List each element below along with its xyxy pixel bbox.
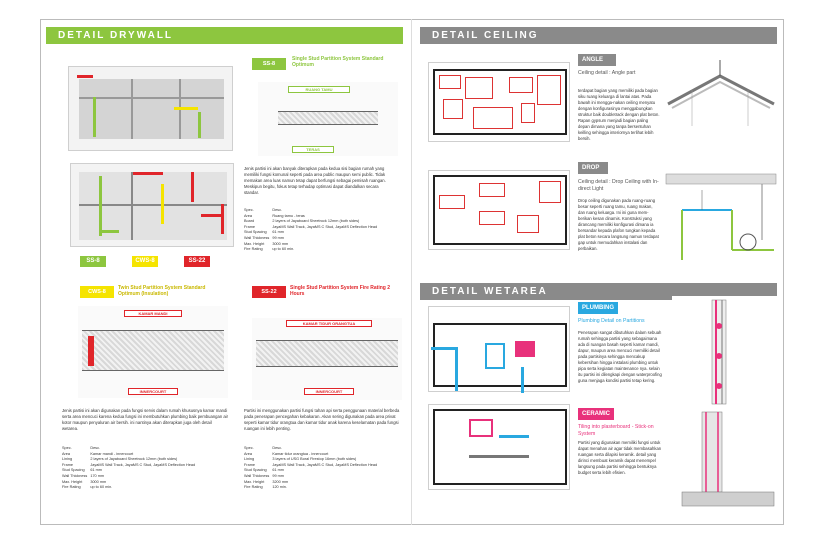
plumbing-section-svg — [672, 296, 780, 406]
ss22-title: Single Stud Partition System Fire Rating 2 Hours — [290, 285, 391, 297]
ss8-label-bottom: TERAS — [292, 146, 334, 153]
drywall-floor-plan-2 — [70, 163, 234, 247]
ss22-spec-table: Spec. Desc. Area Kamar tidur orangtua - innercourt Lining 3 layers of USG Boral Firestop 16mm (both sides) Frame JayaMS Wall Track, JayaMS C Stud, JayaMS Deflection Head Stud Spacing 61 mm Wall Thickness 99 mm Max. Height 3200 mm Fire Rating 120 min. — [244, 446, 378, 490]
cws8-section-drawing — [78, 306, 228, 398]
angle-roof-svg — [662, 56, 780, 136]
ss8-section-drawing — [258, 82, 398, 156]
cws8-label-top: KAMAR MANDI — [124, 310, 182, 317]
ss22-label-bottom: INNERCOURT — [304, 388, 354, 395]
ss8-label-top: RUANG TAMU — [288, 86, 350, 93]
ss8-title: Single Stud Partition System Standard Optimum — [292, 56, 384, 68]
ss22-description: Partisi ini menggunakan partisi fungsi tahan api serta penggunaan material berbeda pada penerapan pencegahan kebakaran. Akan sering digunakan pada area privat seperti kamar tidur orangtua dan kamar tidur anak karena keselamatan pada fungsi ruangan ini lebih penting. — [244, 408, 400, 431]
drop-detail-drawing — [662, 150, 780, 268]
drop-description: Drop ceiling digunakan pada ruang-ruang besar seperti ruang tamu, ruang makan, dan ruang keluarga. Ini ini guna mem-berikan kesan dinamis. Konstruksi yang dirancang memiliki konfigurasi dimana ia bersandar kepada plafon tungkan kepada plat beton secara langsung namun terdapat gap untuk memudahkan instalasi dan perbaikan. — [578, 198, 659, 251]
plumbing-label: PLUMBING — [578, 302, 618, 314]
cws8-title: Twin Stud Partition System Standard Optimum (Insulation) — [118, 285, 206, 297]
cws8-spec-table: Spec. Desc. Area Kamar mandi - innercourt Lining 2 layers of Jayaboard Sheetrock 12mm (both sides) Frame JayaMS Wall Track, JayaMS C Stud, JayaMS Deflection Head Stud Spacing 61 mm Wall Thickness 170 mm Max. Height 3000 mm Fire Rating up to 60 min. — [62, 446, 196, 490]
ss22-label-top: KAMAR TIDUR ORANGTUA — [286, 320, 372, 327]
angle-subtitle: Ceiling detail : Angle part — [578, 70, 636, 76]
ceiling-header: DETAIL CEILING — [420, 27, 777, 44]
drywall-floor-plan-1 — [68, 66, 233, 151]
drop-label: DROP — [578, 162, 608, 174]
ss8-spec-table: Spec. Desc. Area Ruang tamu - teras Board 2 layers of Jayaboard Sheetrock 12mm (both sides) Frame JayaMS Wall Track, JayaMS C Stud, JayaMS Deflection Head Stud Spacing 61 mm Wall Thickness 99 mm Max. Height 3000 mm Fire Rating up to 60 min. — [244, 208, 378, 252]
ceramic-label: CERAMIC — [578, 408, 614, 420]
ceiling-floor-plan-2 — [428, 170, 570, 250]
angle-detail-drawing — [662, 56, 780, 136]
plumbing-subtitle: Plumbing Detail on Partitions — [578, 318, 645, 324]
ceramic-description: Partisi yang digunakan memiliki fungsi untuk dapat menahan air agar tidak membasahkan ruangan serta dilapisi keramik. detail yang dirinci membuat keramik dapat menempel langsung pada partisi sehingga bentuknya budget serta lebih efisien. — [578, 440, 662, 475]
drop-subtitle: Ceiling detail : Drop Ceiling with In-direct Light — [578, 179, 659, 192]
plumbing-description: Penerapan sangat dibutuhkan dalam sebuah rumah sehingga partisi yang sebagaimana ada di ruangan basah seperti kamar mandi, dapur, maupun area mencuci memiliki detail pada partisinya sehingga mencakup kebersihan hingga instalasi plumbing untuk pipa serta kegiatan maintenance nya. selain itu partisi ini dilengkapi dengan waterproofing guna menjaga kondisi partisi tetap kering. — [578, 330, 662, 383]
wetarea-floor-plan-2 — [428, 404, 570, 490]
legend-ss22: SS-22 — [184, 256, 210, 267]
cws8-description: Jenis partisi ini akan digunakan pada fungsi servis dalam rumah khususnya kamar mandi serta area mencuci karena kedua fungsi ini membutuhkan plumbing baik pembuangan air kotor maupun penyaluran air bersih. ini nantinya akan diterapkan juga oleh detail wetarea. — [62, 408, 228, 431]
cws8-label-bottom: INNERCOURT — [128, 388, 178, 395]
ceramic-detail-drawing — [672, 410, 780, 514]
ceramic-subtitle: Tiling into plasterboard - Stick-on System — [578, 424, 654, 437]
cws8-code-badge: CWS-8 — [80, 286, 114, 298]
ss22-section-drawing — [252, 318, 402, 400]
ss22-code-badge: SS-22 — [252, 286, 286, 298]
wetarea-header: DETAIL WETAREA — [420, 283, 777, 300]
ss8-code-badge: SS-8 — [252, 58, 286, 70]
ceiling-floor-plan-1 — [428, 62, 570, 142]
page-fold — [411, 19, 412, 525]
angle-label: ANGLE — [578, 54, 616, 66]
plumbing-detail-drawing — [672, 296, 780, 406]
angle-description: terdapat bagian yang memiliki pada bagian siku ruang keluarga di lantai atas. Pada bawah ini mengga-nakan ceiling menyatu dengan konfigurasinya menggabungkan struktur baik doubletrack dengan plat beton. Rapan gypsum menjadi bagian paling depan dimana yang tanpa bersentuhan keilling sehingga interiornya terlihat lebih bersih. — [578, 88, 660, 141]
ss8-description: Jenis partisi ini akan banyak diterapkan pada kedua sisi bagian rumah yang memiliki fungsi komunal seperti pada area public maupun semi public. Tidak memakan area luas namun tetap dapat berfungsi sebagai pemisah ruangan. Meskipun begitu, fokus tetap terhadap optimasi dapat diandalkan secara standar. — [244, 166, 386, 195]
ceramic-section-svg — [672, 410, 780, 514]
legend-cws8: CWS-8 — [132, 256, 158, 267]
wetarea-floor-plan-1 — [428, 306, 570, 392]
drywall-header: DETAIL DRYWALL — [46, 27, 403, 44]
drop-ceiling-svg — [662, 150, 780, 268]
legend-ss8: SS-8 — [80, 256, 106, 267]
